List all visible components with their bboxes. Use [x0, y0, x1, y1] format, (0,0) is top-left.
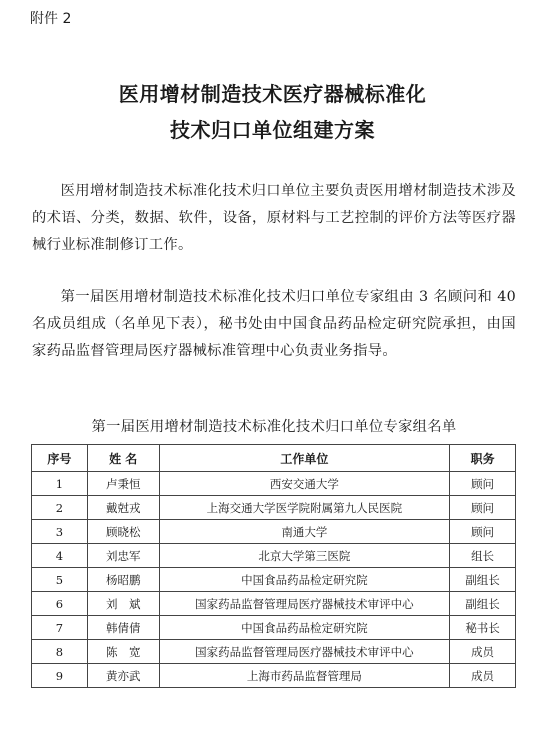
expert-roster-table	[31, 444, 516, 688]
cell-duty: 秘书长	[450, 616, 516, 640]
table-row	[32, 664, 516, 688]
body-paragraph-2: 第一届医用增材制造技术标准化技术归口单位专家组由 3 名顾问和 40 名成员组成（名单见下表），秘书处由中国食品药品检定研究院承担，由国家药品监督管理局医疗器械标准管理中心负责业务指导。	[32, 289, 516, 359]
attachment-label: 附件 2	[30, 11, 72, 27]
cell-name: 陈 宽	[87, 640, 159, 664]
cell-seq: 3	[32, 520, 88, 544]
table-row	[32, 520, 516, 544]
table-row	[32, 640, 516, 664]
cell-seq: 6	[32, 592, 88, 616]
header-duty: 职务	[450, 445, 516, 472]
cell-unit: 上海市药品监督管理局	[159, 664, 450, 688]
cell-duty: 顾问	[450, 496, 516, 520]
table-caption: 第一届医用增材制造技术标准化技术归口单位专家组名单	[91, 419, 457, 435]
cell-name: 刘 斌	[87, 592, 159, 616]
cell-unit: 中国食品药品检定研究院	[159, 616, 450, 640]
cell-name: 顾晓松	[87, 520, 159, 544]
table-row	[32, 472, 516, 496]
cell-seq: 2	[32, 496, 88, 520]
table-row	[32, 544, 516, 568]
header-seq: 序号	[32, 445, 88, 472]
cell-name: 刘忠军	[87, 544, 159, 568]
table-row	[32, 616, 516, 640]
cell-duty: 顾问	[450, 472, 516, 496]
table-row	[32, 496, 516, 520]
cell-unit: 上海交通大学医学院附属第九人民医院	[159, 496, 450, 520]
cell-unit: 北京大学第三医院	[159, 544, 450, 568]
cell-duty: 顾问	[450, 520, 516, 544]
cell-seq: 7	[32, 616, 88, 640]
document-title-line2: 技术归口单位组建方案	[170, 118, 375, 142]
cell-unit: 中国食品药品检定研究院	[159, 568, 450, 592]
cell-duty: 副组长	[450, 568, 516, 592]
cell-unit: 西安交通大学	[159, 472, 450, 496]
header-unit: 工作单位	[159, 445, 450, 472]
cell-unit: 南通大学	[159, 520, 450, 544]
body-paragraph-1: 医用增材制造技术标准化技术归口单位主要负责医用增材制造技术涉及的术语、分类，数据、软件，设备，原材料与工艺控制的评价方法等医疗器械行业标准制修订工作。	[32, 183, 516, 253]
header-name: 姓 名	[87, 445, 159, 472]
table-header-row	[32, 445, 516, 472]
cell-name: 卢秉恒	[87, 472, 159, 496]
cell-seq: 4	[32, 544, 88, 568]
table-row	[32, 568, 516, 592]
cell-name: 黄亦武	[87, 664, 159, 688]
cell-unit: 国家药品监督管理局医疗器械技术审评中心	[159, 640, 450, 664]
cell-name: 韩倩倩	[87, 616, 159, 640]
table-row	[32, 592, 516, 616]
cell-seq: 1	[32, 472, 88, 496]
cell-duty: 成员	[450, 664, 516, 688]
cell-duty: 副组长	[450, 592, 516, 616]
cell-seq: 8	[32, 640, 88, 664]
cell-duty: 组长	[450, 544, 516, 568]
document-title-line1: 医用增材制造技术医疗器械标准化	[118, 82, 427, 106]
cell-duty: 成员	[450, 640, 516, 664]
cell-seq: 9	[32, 664, 88, 688]
cell-unit: 国家药品监督管理局医疗器械技术审评中心	[159, 592, 450, 616]
cell-seq: 5	[32, 568, 88, 592]
cell-name: 戴尅戎	[87, 496, 159, 520]
cell-name: 杨昭鹏	[87, 568, 159, 592]
